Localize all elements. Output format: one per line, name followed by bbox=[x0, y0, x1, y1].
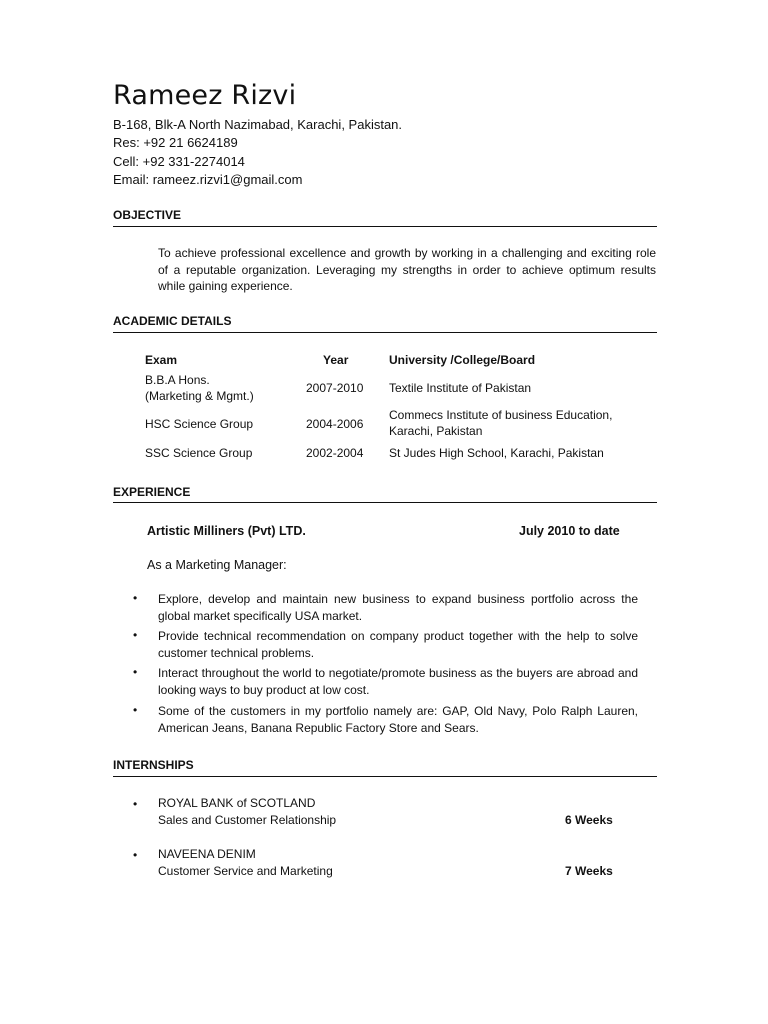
academic-row-exam: SSC Science Group bbox=[145, 446, 253, 460]
employment-period: July 2010 to date bbox=[519, 524, 620, 538]
academic-row-board: Commecs Institute of business Education, Karachi, Pakistan bbox=[389, 408, 613, 438]
objective-heading: OBJECTIVE bbox=[113, 208, 182, 222]
academic-row-year: 2002-2004 bbox=[306, 446, 364, 460]
academic-row-exam: B.B.A Hons. (Marketing & Mgmt.) bbox=[145, 373, 254, 403]
bullet-icon: • bbox=[133, 628, 138, 642]
bullet-icon: • bbox=[133, 665, 138, 679]
internship-org: ROYAL BANK of SCOTLAND bbox=[158, 796, 316, 810]
address: B-168, Blk-A North Nazimabad, Karachi, Pakistan. bbox=[113, 117, 403, 132]
academic-header-exam: Exam bbox=[145, 353, 178, 367]
academic-heading: ACADEMIC DETAILS bbox=[113, 314, 232, 328]
cell-phone: Cell: +92 331-2274014 bbox=[113, 154, 245, 169]
bullet-icon: • bbox=[133, 591, 138, 605]
email: Email: rameez.rizvi1@gmail.com bbox=[113, 172, 303, 187]
experience-bullet: Interact throughout the world to negotiate/promote business as the buyers are abroad and looking ways to buy product at low cost. bbox=[158, 666, 638, 697]
objective-text: To achieve professional excellence and growth by working in a challenging and exciting role of a reputable organization. Leveraging my strengths in order to achieve optimum results while gaining experience. bbox=[158, 246, 656, 293]
internship-duration: 6 Weeks bbox=[565, 813, 613, 827]
academic-row-year: 2007-2010 bbox=[306, 381, 364, 395]
internships-heading: INTERNSHIPS bbox=[113, 758, 194, 772]
bullet-icon: • bbox=[133, 848, 138, 862]
academic-divider bbox=[113, 332, 657, 333]
residence-phone: Res: +92 21 6624189 bbox=[113, 135, 238, 150]
experience-bullet: Explore, develop and maintain new business to expand business portfolio across the global market specifically USA market. bbox=[158, 592, 638, 623]
experience-bullet: Some of the customers in my portfolio namely are: GAP, Old Navy, Polo Ralph Lauren, American Jeans, Banana Republic Factory Store and Sears. bbox=[158, 704, 638, 735]
bullet-icon: • bbox=[133, 703, 138, 717]
candidate-name: Rameez Rizvi bbox=[113, 80, 297, 111]
experience-bullet: Provide technical recommendation on company product together with the help to solve customer technical problems. bbox=[158, 629, 638, 660]
internships-divider bbox=[113, 776, 657, 777]
academic-row-exam: HSC Science Group bbox=[145, 417, 254, 431]
internship-area: Sales and Customer Relationship bbox=[158, 813, 337, 827]
objective-divider bbox=[113, 226, 657, 227]
experience-heading: EXPERIENCE bbox=[113, 485, 191, 499]
academic-header-board: University /College/Board bbox=[389, 353, 536, 367]
internship-duration: 7 Weeks bbox=[565, 864, 613, 878]
bullet-icon: • bbox=[133, 797, 138, 811]
internship-org: NAVEENA DENIM bbox=[158, 847, 256, 861]
academic-row-board: Textile Institute of Pakistan bbox=[389, 381, 532, 395]
job-role: As a Marketing Manager: bbox=[147, 558, 287, 572]
academic-row-board: St Judes High School, Karachi, Pakistan bbox=[389, 446, 604, 460]
academic-row-year: 2004-2006 bbox=[306, 417, 364, 431]
company-name: Artistic Milliners (Pvt) LTD. bbox=[147, 524, 306, 538]
academic-header-year: Year bbox=[323, 353, 349, 367]
experience-divider bbox=[113, 502, 657, 503]
internship-area: Customer Service and Marketing bbox=[158, 864, 333, 878]
